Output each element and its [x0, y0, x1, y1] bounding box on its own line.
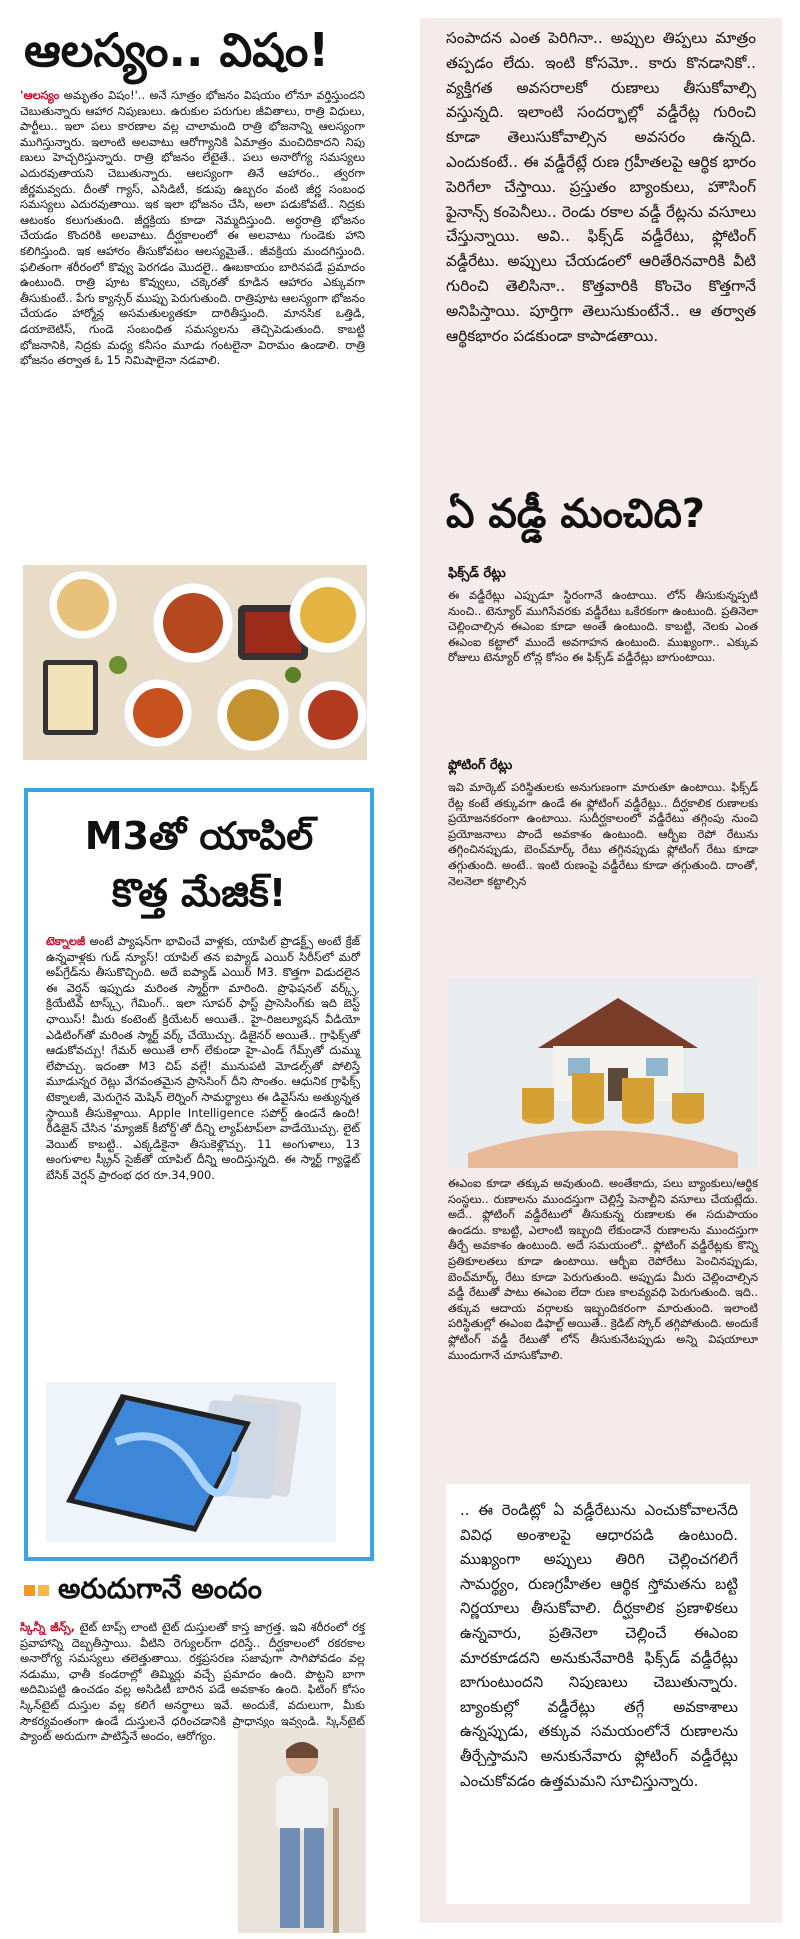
floating-rate-heading: ఫ్లోటింగ్ రేట్లు — [448, 758, 513, 773]
floating-rate-body-continued: ఈఎంఐ కూడా తక్కువ అవుతుంది. అంతేకాదు, పలు బ్యాంకులు/ఆర్థిక సంస్థలు.. రుణాలను ముందస్తుగా చెల్లిస్తే పెనాల్టీని వసూలు చేయట్లేదు. అదే.. ఫ్లోటింగ్ వడ్డీరేటులో తీసుకున్న రుణాలకు ఈ సదుపాయం ఉండదు. కాబట్టి, ఎలాంటి ఇబ్బంది లేకుండానే రుణాలను ముందస్తుగా తీర్చే అవకాశం ఉంటుంది. అదే సమయంలో.. ఫ్లోటింగ్ వడ్డీరేట్లకు కొన్ని ప్రతికూలతలు కూడా ఉంటాయి. ఆర్బీఐ రెపోరేటు పెంచినప్పుడు, బెంచ్‌మార్క్ రేటు కూడా పెరుగుతుంది. అప్పుడు మీరు చెల్లించాల్సిన వడ్డీ రేటుతో పాటు ఈఎంఐ లేదా రుణ కాలవ్యవధి పెరుగుతుంది. ఇది.. తక్కువ ఆదాయ వర్గాలకు ఇబ్బందికరంగా మారుతుంది. ఇలాంటి పరిస్థితుల్లో ఈఎంఐ డిఫాల్ట్ అయితే.. క్రెడిట్ స్కోర్ తగ్గిపోతుంది. అందుకే ఫ్లోటింగ్ వడ్డీ రేటుతో లోన్ తీసుకునేటప్పుడు అన్ని విషయాలూ ముందుగానే చూసుకోవాలి. — [448, 1177, 758, 1362]
article-intro: సంపాదన ఎంత పెరిగినా.. అప్పుల తిప్పలు మాత్రం తప్పడం లేదు. ఇంటి కోసమో.. కారు కొనడానికో.. వ్యక్తిగత అవసరాలకో రుణాలు తీసుకోవాల్సి వస్తున్నది. ఇలాంటి సందర్భాల్లో వడ్డీరేట్ల గురించి కూడా తెలుసుకోవాల్సిన అవసరం ఉన్నది. ఎందుకంటే.. ఈ వడ్డీరేట్లే రుణ గ్రహీతలపై ఆర్థిక భారం పెరిగేలా చేస్తాయి. ప్రస్తుతం బ్యాంకులు, హౌసింగ్ ఫైనాన్స్ కంపెనీలు.. రెండు రకాల వడ్డీ రేట్లను వసూలు చేస్తున్నాయి. అవి.. ఫిక్స్‌డ్ వడ్డీరేటు, ఫ్లోటింగ్ వడ్డీరేటు. అప్పులు చేయడంలో ఆరితేరినవారికి వీటి గురించి తెలిసినా.. కొత్తవారికి కొంచెం కొత్తగానే అనిపిస్తాయి. పూర్తిగా తెలుసుకుంటేనే.. ఆ తర్వాత ఆర్థికభారం పడకుండా కాపాడతాయి. — [446, 29, 756, 345]
fixed-rate-body: ఈ వడ్డీరేట్లు ఎప్పుడూ స్థిరంగానే ఉంటాయి. లోన్ తీసుకున్నప్పటి నుంచి.. టెన్యూర్ ముగిసేవరకు వడ్డీరేటు ఒకేరకంగా ఉంటుంది. ప్రతినెలా చెల్లించాల్సిన ఈఎంఐ కూడా అంతే ఉంటుంది. కాబట్టి, నెలకు ఎంత ఈఎంఐ కట్టాలో ముందే అవగాహన ఉంటుంది. ముఖ్యంగా.. ఎక్కువ రోజులు టెన్యూర్ లోన్ల కోసం ఈ ఫిక్స్‌డ్ వడ్డీరేట్లు బాగుంటాయి. — [448, 589, 758, 665]
article-title-line-1: M3తో యాపిల్ — [84, 814, 314, 858]
article-title: అరుదుగానే అందం — [58, 1572, 262, 1605]
fixed-rate-heading: ఫిక్స్‌డ్ రేట్లు — [448, 566, 506, 581]
article-text: అంటే ప్యాషన్‌గా భావించే వాళ్లకు, యాపిల్ ప్రొడక్ట్స్ అంటే క్రేజ్ ఉన్నవాళ్లకు గుడ్ న్యూస్! యాపిల్ తన ఐప్యాడ్ ఎయిర్ సిరీస్‌లో మరో అప్‌గ్రేడ్‌ను తీసుకొచ్చింది. అదే ఐప్యాడ్ ఎయిర్ M3. కొత్తగా విడుదలైన ఈ వెర్షన్ ఇప్పుడు మరింత స్మార్ట్‌గా మారింది. ప్రొఫెషనల్ వర్క్స్, క్రియేటివ్ టాస్క్స్, గేమింగ్.. ఇలా సూపర్ ఫాస్ట్ ప్రాసెసింగ్‌కు ఇది బెస్ట్ ఛాయిస్! మీరు కంటెంట్ క్రియేటర్ అయితే.. హై-రిజల్యూషన్ వీడియో ఎడిటింగ్‌తో మరింత స్మార్ట్ వర్క్ చేయొచ్చు. డిజైనర్ అయితే.. గ్రాఫిక్స్‌తో ఆడుకోవచ్చు! గేమర్ అయితే లాగ్ లేకుండా హై-ఎండ్ గేమ్స్‌తో దుమ్ము లేపొచ్చు. ఇదంతా M3 చిప్ వల్లే! మునుపటి మోడల్స్‌తో పోలిస్తే మూడున్నర రెట్లు వేగవంతమైన ప్రాసెసింగ్ దీని సొంతం. ఆధునిక గ్రాఫిక్స్ టెక్నాలజీ, మెరుగైన మెషిన్ లెర్నింగ్ సామర్థ్యాలు ఈ డివైస్‌ను అత్యున్నత స్థాయికి తీసుకెళ్లాయి. Apple Intelligence సపోర్ట్ ఉండనే ఉంది! రీడిజైన్ చేసిన 'మ్యాజిక్ కీబోర్డ్'తో దీన్ని ల్యాప్‌టాప్‌లా వాడేయొచ్చు. లైట్ వెయిట్ కాబట్టి.. ఎక్కడికైనా తీసుకెళ్లొచ్చు. 11 అంగుళాలు, 13 అంగుళాల స్క్రీన్ సైజ్‌తో యాపిల్ దీన్ని అందిస్తున్నది. ఈ స్మార్ట్ గ్యాడ్జెట్ బేసిక్ వెర్షన్ ప్రారంభ ధర రూ.34,900. — [46, 934, 360, 1182]
right-column-panel — [420, 18, 782, 1923]
article-apple-frame — [24, 788, 374, 1561]
article-lead: 'ఆలస్యం — [20, 88, 60, 102]
article-text: అమృతం విషం!'.. అనే సూత్రం భోజనం విషయం లోనూ వర్తిస్తుందని చెబుతున్నారు ఆహార నిపుణులు. ఉరుకుల పరుగుల జీవితాలు, రాత్రి విధులు, పార్టీలు.. ఇలా పలు కారణాల వల్ల చాలామంది రాత్రి భోజనాన్ని ఆలస్యంగా ముగిస్తున్నారు. ఇలాంటి అలవాటు ఆరోగ్యానికి ఏమాత్రం మంచిదికాదని నిపు ణులు హెచ్చరిస్తున్నారు. రాత్రి భోజనం లేటైతే.. పలు అనారోగ్య సమస్యలు ఎదురవుతాయని చెబుతున్నారు. ఆలస్యంగా తినే ఆహారం.. త్వరగా జీర్ణమవ్వదు. దీంతో గ్యాస్, ఎసిడిటీ, కడుపు ఉబ్బరం వంటి జీర్ణ సంబంధ సమస్యలు ఎదురవుతాయి. ఇక ఇలా భోజనం చేసి, అలా పడుకోవటే.. నిద్రకు ఆటంకం కలుగుతుంది. జీర్ణక్రియ కూడా నెమ్మదిస్తుంది. అర్ధరాత్రి భోజనం చేయడం కొందరికి అలవాటు. దీర్ఘకాలంలో ఈ అలవాటు గుండెకు హాని కలిగిస్తుంది. ఇక ఆహారం తీసుకోవటం ఆలస్యమైతే.. జీవక్రియ మందగిస్తుంది. ఫలితంగా శరీరంలో కొవ్వు పెరగడం మొదలై.. ఊబకాయం బారినపడే ప్రమాదం ఉంటుంది. రాత్రి పూట కొవ్వులు, చక్కెరతో కూడిన ఆహారం ఎక్కువగా తీసుకుంటే.. పేగు క్యాన్సర్ ముప్పు పెరుగుతుంది. రాత్రిపూట ఆలస్యంగా భోజనం చేయడం హార్మోన్ల అసమతుల్యతకూ దారితీస్తుంది. మానసిక ఒత్తిడి, డయాబెటిస్, గుండె సంబంధిత సమస్యలను తెచ్చిపెడుతుంది. కాబట్టి భోజనానికి, నిద్రకు మధ్య కనీసం మూడు గంటలైనా విరామం ఉండాలి. రాత్రి భోజనం తర్వాత ఓ 15 నిమిషాలైనా నడవాలి. — [20, 88, 365, 368]
article-skinny-jeans — [20, 1560, 370, 1939]
left-column — [20, 0, 370, 1939]
ipad-air-image — [46, 1382, 336, 1542]
article-body — [20, 1620, 365, 1745]
article-body — [20, 88, 365, 369]
article-title: ఆలస్యం.. విషం! — [24, 23, 330, 77]
floating-rate-body: ఇవి మార్కెట్ పరిస్థితులకు అనుగుణంగా మారుతూ ఉంటాయి. ఫిక్స్‌డ్ రేట్ల కంటే తక్కువగా ఉండే ఈ ఫ్లోటింగ్ వడ్డీరేట్లు.. దీర్ఘకాలిక రుణాలకు ప్రయోజనకరంగా ఉంటాయి. సుదీర్ఘకాలంలో వడ్డీరేటు తగ్గింపు నుంచి ప్రయోజనాలు పొందే అవకాశం ఉంటుంది. ఆర్బీఐ రెపో రేటును తగ్గించినప్పుడు, బెంచ్‌మార్క్ రేటు తగ్గినప్పుడు ఫ్లోటింగ్ రేటు కూడా తగ్గుతుంది. అంటే.. ఇంటి రుణంపై వడ్డీరేటు కూడా తగ్గుతుంది. దాంతో, నెలనెలా కట్టాల్సిన — [448, 781, 758, 888]
house-coins-image — [448, 978, 758, 1168]
article-body — [46, 934, 360, 1184]
article-title: ఏ వడ్డీ మంచిది? — [446, 491, 706, 537]
article-lead: టెక్నాలజీ — [46, 934, 86, 948]
woman-jeans-image — [238, 1728, 366, 1933]
summary-box — [446, 1484, 750, 1904]
bullet-squares-icon-2 — [38, 1585, 49, 1596]
bullet-squares-icon — [24, 1585, 35, 1596]
article-lead: స్కిన్నీ జీన్స్, — [20, 1620, 75, 1634]
article-title-line-2: కొత్త మేజిక్! — [111, 871, 287, 915]
summary-text: .. ఈ రెండిట్లో ఏ వడ్డీరేటును ఎంచుకోవాలనేది వివిధ అంశాలపై ఆధారపడి ఉంటుంది. ముఖ్యంగా అప్పులు తిరిగి చెల్లించగలిగే సామర్థ్యం, రుణగ్రహీతల ఆర్థిక స్తోమతను బట్టి నిర్ణయాలు తీసుకోవాలి. దీర్ఘకాలిక ప్రణాళికలు ఉన్నవారు, ప్రతినెలా చెల్లించే ఈఎంఐ మారకూడదని అనుకునేవారికి ఫిక్స్‌డ్ వడ్డీరేట్లు బాగుంటుందని నిపుణులు చెబుతున్నారు. బ్యాంకుల్లో వడ్డీరేట్లు తగ్గే అవకాశాలు ఉన్నప్పుడు, తక్కువ సమయంలోనే రుణాలను తీర్చేస్తామని అనుకునేవారు ఫ్లోటింగ్ వడ్డీరేట్లు ఎంచుకోవడం ఉత్తమమని సూచిస్తున్నారు. — [460, 1501, 738, 1790]
food-platter-image — [23, 565, 367, 760]
article-text: టైట్ టాప్స్ లాంటి టైట్ దుస్తులతో కాస్త జాగ్రత్త. ఇవి శరీరంలో రక్త ప్రవాహాన్ని దెబ్బతీస్తాయి. వీటిని రెగ్యులర్‌గా ధరిస్తే.. దీర్ఘకాలంలో రకరకాల అనారోగ్య సమస్యలు తలెత్తుతాయి. రక్తప్రసరణ సజావుగా సాగిపోవడం వల్ల నడుము, ఛాతీ కండరాల్లో తిమ్మిర్లు వచ్చే ప్రమాదం ఉంది. పొట్టని బాగా అదిమిపట్టి ఉంచడం వల్ల అసిడిటీ బారిన పడే అవకాశం ఉంది. ఫిటింగ్ కోసం స్కిన్‌టైట్ దుస్తుల వల్ల కలిగే అనర్థాలు ఇవే. అందుకే, వదులుగా, మీకు సౌకర్యవంతంగా ఉండే దుస్తులనే ధరించడానికి ప్రాధాన్యం ఇవ్వండి. స్కిన్‌టైట్ ప్యాంట్ అరుదుగా పాటిస్తేనే అందం, ఆరోగ్యం. — [20, 1620, 365, 1744]
